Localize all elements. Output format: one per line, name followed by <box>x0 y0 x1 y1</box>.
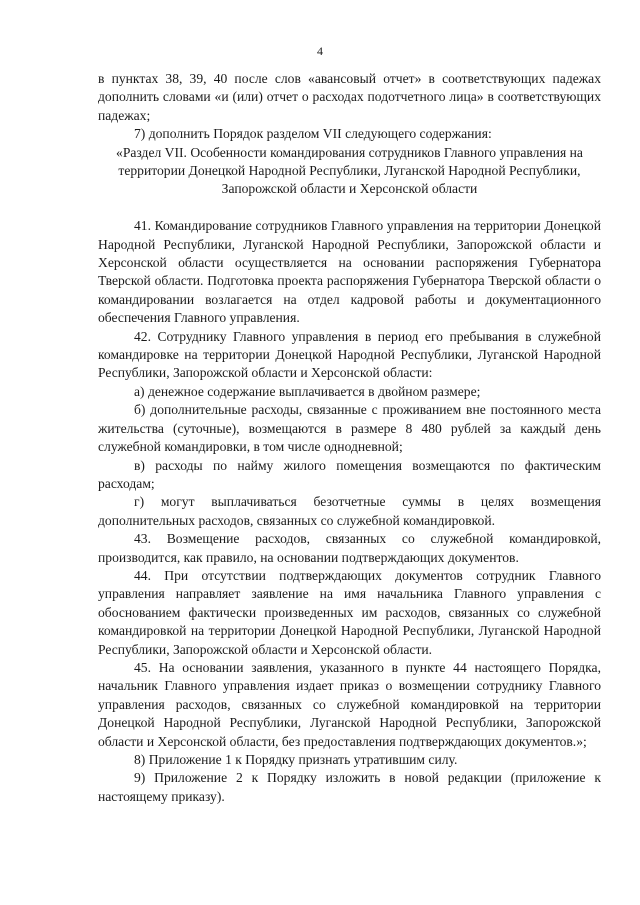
paragraph-42-a: а) денежное содержание выплачивается в двойном размере; <box>134 383 481 399</box>
paragraph-44: 44. При отсутствии подтверждающих документов сотрудник Главного управления направляет заявление на имя начальника Главного управления с обоснованием фактически произведенных им расходов, связанных со служебной командировкой на территории Донецкой Народной Республики, Луганской Народной Республики, Запорожской области и Херсонской области. <box>98 567 601 657</box>
paragraph-45: 45. На основании заявления, указанного в пункте 44 настоящего Порядка, начальник Главного управления издает приказ о возмещении сотруднику Главного управления расходов, связанных со служебной командировкой на территории Донецкой Народной Республики, Луганской Народной Республики, Запорожской области и Херсонской области, без предоставления подтверждающих документов.»; <box>98 659 601 749</box>
paragraph-41: 41. Командирование сотрудников Главного управления на территории Донецкой Народной Республики, Луганской Народной Республики, Запорожской области и Херсонской области осуществляется на основании распоряжения Губернатора Тверской области. Подготовка проекта распоряжения Губернатора Тверской области о командировании возлагается на отдел кадровой работы и документационного обеспечения Главного управления. <box>98 218 601 326</box>
paragraph-item-9: 9) Приложение 2 к Порядку изложить в новой редакции (приложение к настоящему приказу). <box>98 770 601 804</box>
paragraph-43: 43. Возмещение расходов, связанных со служебной командировкой, производится, как правило, на основании подтверждающих документов. <box>98 531 601 565</box>
paragraph-item-8: 8) Приложение 1 к Порядку признать утратившим силу. <box>134 752 458 768</box>
paragraph-amendment-38-40: в пунктах 38, 39, 40 после слов «авансовый отчет» в соответствующих падежах дополнить словами «и (или) отчет о расходах подотчетного лица» в соответствующих падежах; <box>98 71 601 123</box>
paragraph-42-c: в) расходы по найму жилого помещения возмещаются по фактическим расходам; <box>98 457 601 491</box>
page-number: 4 <box>317 44 323 58</box>
paragraph-42-d: г) могут выплачиваться безотчетные суммы в целях возмещения дополнительных расходов, связанных со служебной командировкой. <box>98 494 601 528</box>
section-heading: «Раздел VII. Особенности командирования сотрудников Главного управления на территории Донецкой Народной Республики, Луганской Народной Республики, Запорожской области и Херсонской области <box>116 144 583 197</box>
document-body <box>98 70 601 806</box>
paragraph-item-7: 7) дополнить Порядок разделом VII следующего содержания: <box>134 126 492 142</box>
paragraph-42-b: б) дополнительные расходы, связанные с проживанием вне постоянного места жительства (суточные), возмещаются в размере 8 480 рублей за каждый день служебной командировки, в том числе однодневной; <box>98 402 601 455</box>
paragraph-42: 42. Сотруднику Главного управления в период его пребывания в служебной командировке на территории Донецкой Народной Республики, Луганской Народной Республики, Запорожской области и Херсонской области: <box>98 328 601 381</box>
